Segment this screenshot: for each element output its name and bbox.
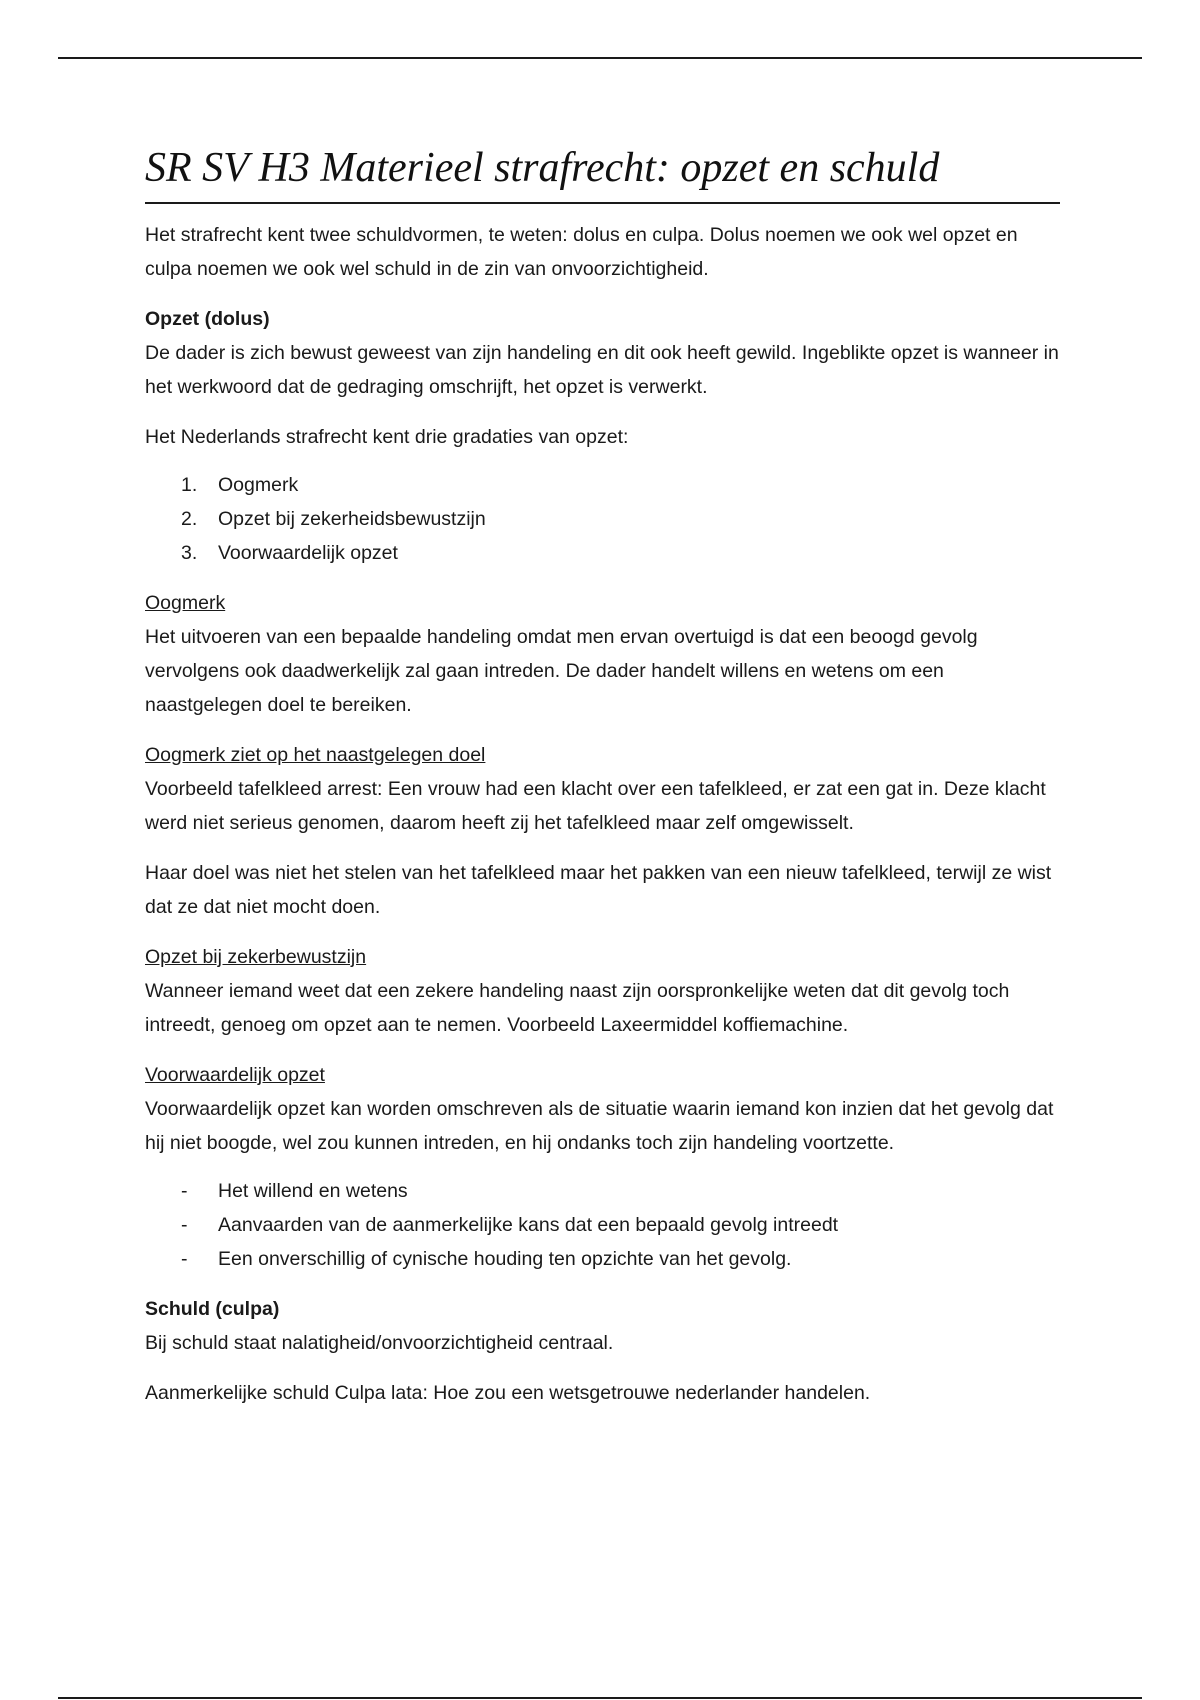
voorwaardelijk-paragraph: Voorwaardelijk opzet kan worden omschreven als de situatie waarin iemand kon inzien dat het gevolg dat hij niet boogde, wel zou kunnen intreden, en hij ondanks toch zijn handeling voortzette. — [145, 1098, 1054, 1154]
list-item-text: Een onverschillig of cynische houding ten opzichte van het gevolg. — [218, 1248, 792, 1270]
gradaties-intro: Het Nederlands strafrecht kent drie gradaties van opzet: — [145, 426, 629, 448]
culpa-lata-paragraph: Aanmerkelijke schuld Culpa lata: Hoe zou een wetsgetrouwe nederlander handelen. — [145, 1382, 871, 1404]
voorwaardelijk-list — [145, 1174, 1060, 1276]
page-bottom-rule — [58, 1697, 1142, 1699]
list-item-text: Opzet bij zekerheidsbewustzijn — [218, 508, 486, 530]
list-item-text: Aanvaarden van de aanmerkelijke kans dat een bepaald gevolg intreedt — [218, 1214, 839, 1236]
list-item-text: Het willend en wetens — [218, 1180, 408, 1202]
oogmerk-paragraph: Het uitvoeren van een bepaalde handeling omdat men ervan overtuigd is dat een beoogd gevolg vervolgens ook daadwerkelijk zal gaan intreden. De dader handelt willens en wetens om een naastgelegen doel te bereiken. — [145, 626, 978, 716]
list-marker: 2. — [181, 508, 198, 530]
list-marker: 1. — [181, 474, 198, 496]
list-marker: - — [181, 1180, 188, 1202]
list-marker: - — [181, 1214, 188, 1236]
heading-naastgelegen-doel: Oogmerk ziet op het naastgelegen doel — [145, 744, 486, 766]
heading-opzet: Opzet (dolus) — [145, 308, 270, 330]
schuld-paragraph: Bij schuld staat nalatigheid/onvoorzichtigheid centraal. — [145, 1332, 614, 1354]
list-marker: 3. — [181, 542, 198, 564]
opzet-paragraph: De dader is zich bewust geweest van zijn handeling en dit ook heeft gewild. Ingeblikte opzet is wanneer in het werkwoord dat de gedraging omschrijft, het opzet is verwerkt. — [145, 342, 1059, 398]
tafelkleed-doel-paragraph: Haar doel was niet het stelen van het tafelkleed maar het pakken van een nieuw tafelkleed, terwijl ze wist dat ze dat niet mocht doen. — [145, 862, 1052, 918]
page-title: SR SV H3 Materieel strafrecht: opzet en schuld — [145, 142, 1060, 204]
heading-zekerbewustzijn: Opzet bij zekerbewustzijn — [145, 946, 367, 968]
list-item — [145, 502, 1060, 536]
intro-paragraph: Het strafrecht kent twee schuldvormen, te weten: dolus en culpa. Dolus noemen we ook wel opzet en culpa noemen we ook wel schuld in de zin van onvoorzichtigheid. — [145, 224, 1018, 280]
list-item-text: Voorwaardelijk opzet — [218, 542, 398, 564]
document-body — [145, 142, 1060, 1410]
tafelkleed-paragraph: Voorbeeld tafelkleed arrest: Een vrouw had een klacht over een tafelkleed, er zat een gat in. Deze klacht werd niet serieus genomen, daarom heeft zij het tafelkleed maar zelf omgewisselt. — [145, 778, 1046, 834]
list-marker: - — [181, 1248, 188, 1270]
list-item — [145, 468, 1060, 502]
gradaties-list — [145, 468, 1060, 570]
heading-oogmerk: Oogmerk — [145, 592, 226, 614]
zekerbewustzijn-paragraph: Wanneer iemand weet dat een zekere handeling naast zijn oorspronkelijke weten dat dit gevolg toch intreedt, genoeg om opzet aan te nemen. Voorbeeld Laxeermiddel koffiemachine. — [145, 980, 1010, 1036]
heading-schuld: Schuld (culpa) — [145, 1298, 280, 1320]
list-item-text: Oogmerk — [218, 474, 299, 496]
heading-voorwaardelijk-opzet: Voorwaardelijk opzet — [145, 1064, 325, 1086]
list-item — [145, 536, 1060, 570]
list-item — [145, 1242, 1060, 1276]
list-item — [145, 1208, 1060, 1242]
list-item — [145, 1174, 1060, 1208]
page-top-rule — [58, 57, 1142, 59]
